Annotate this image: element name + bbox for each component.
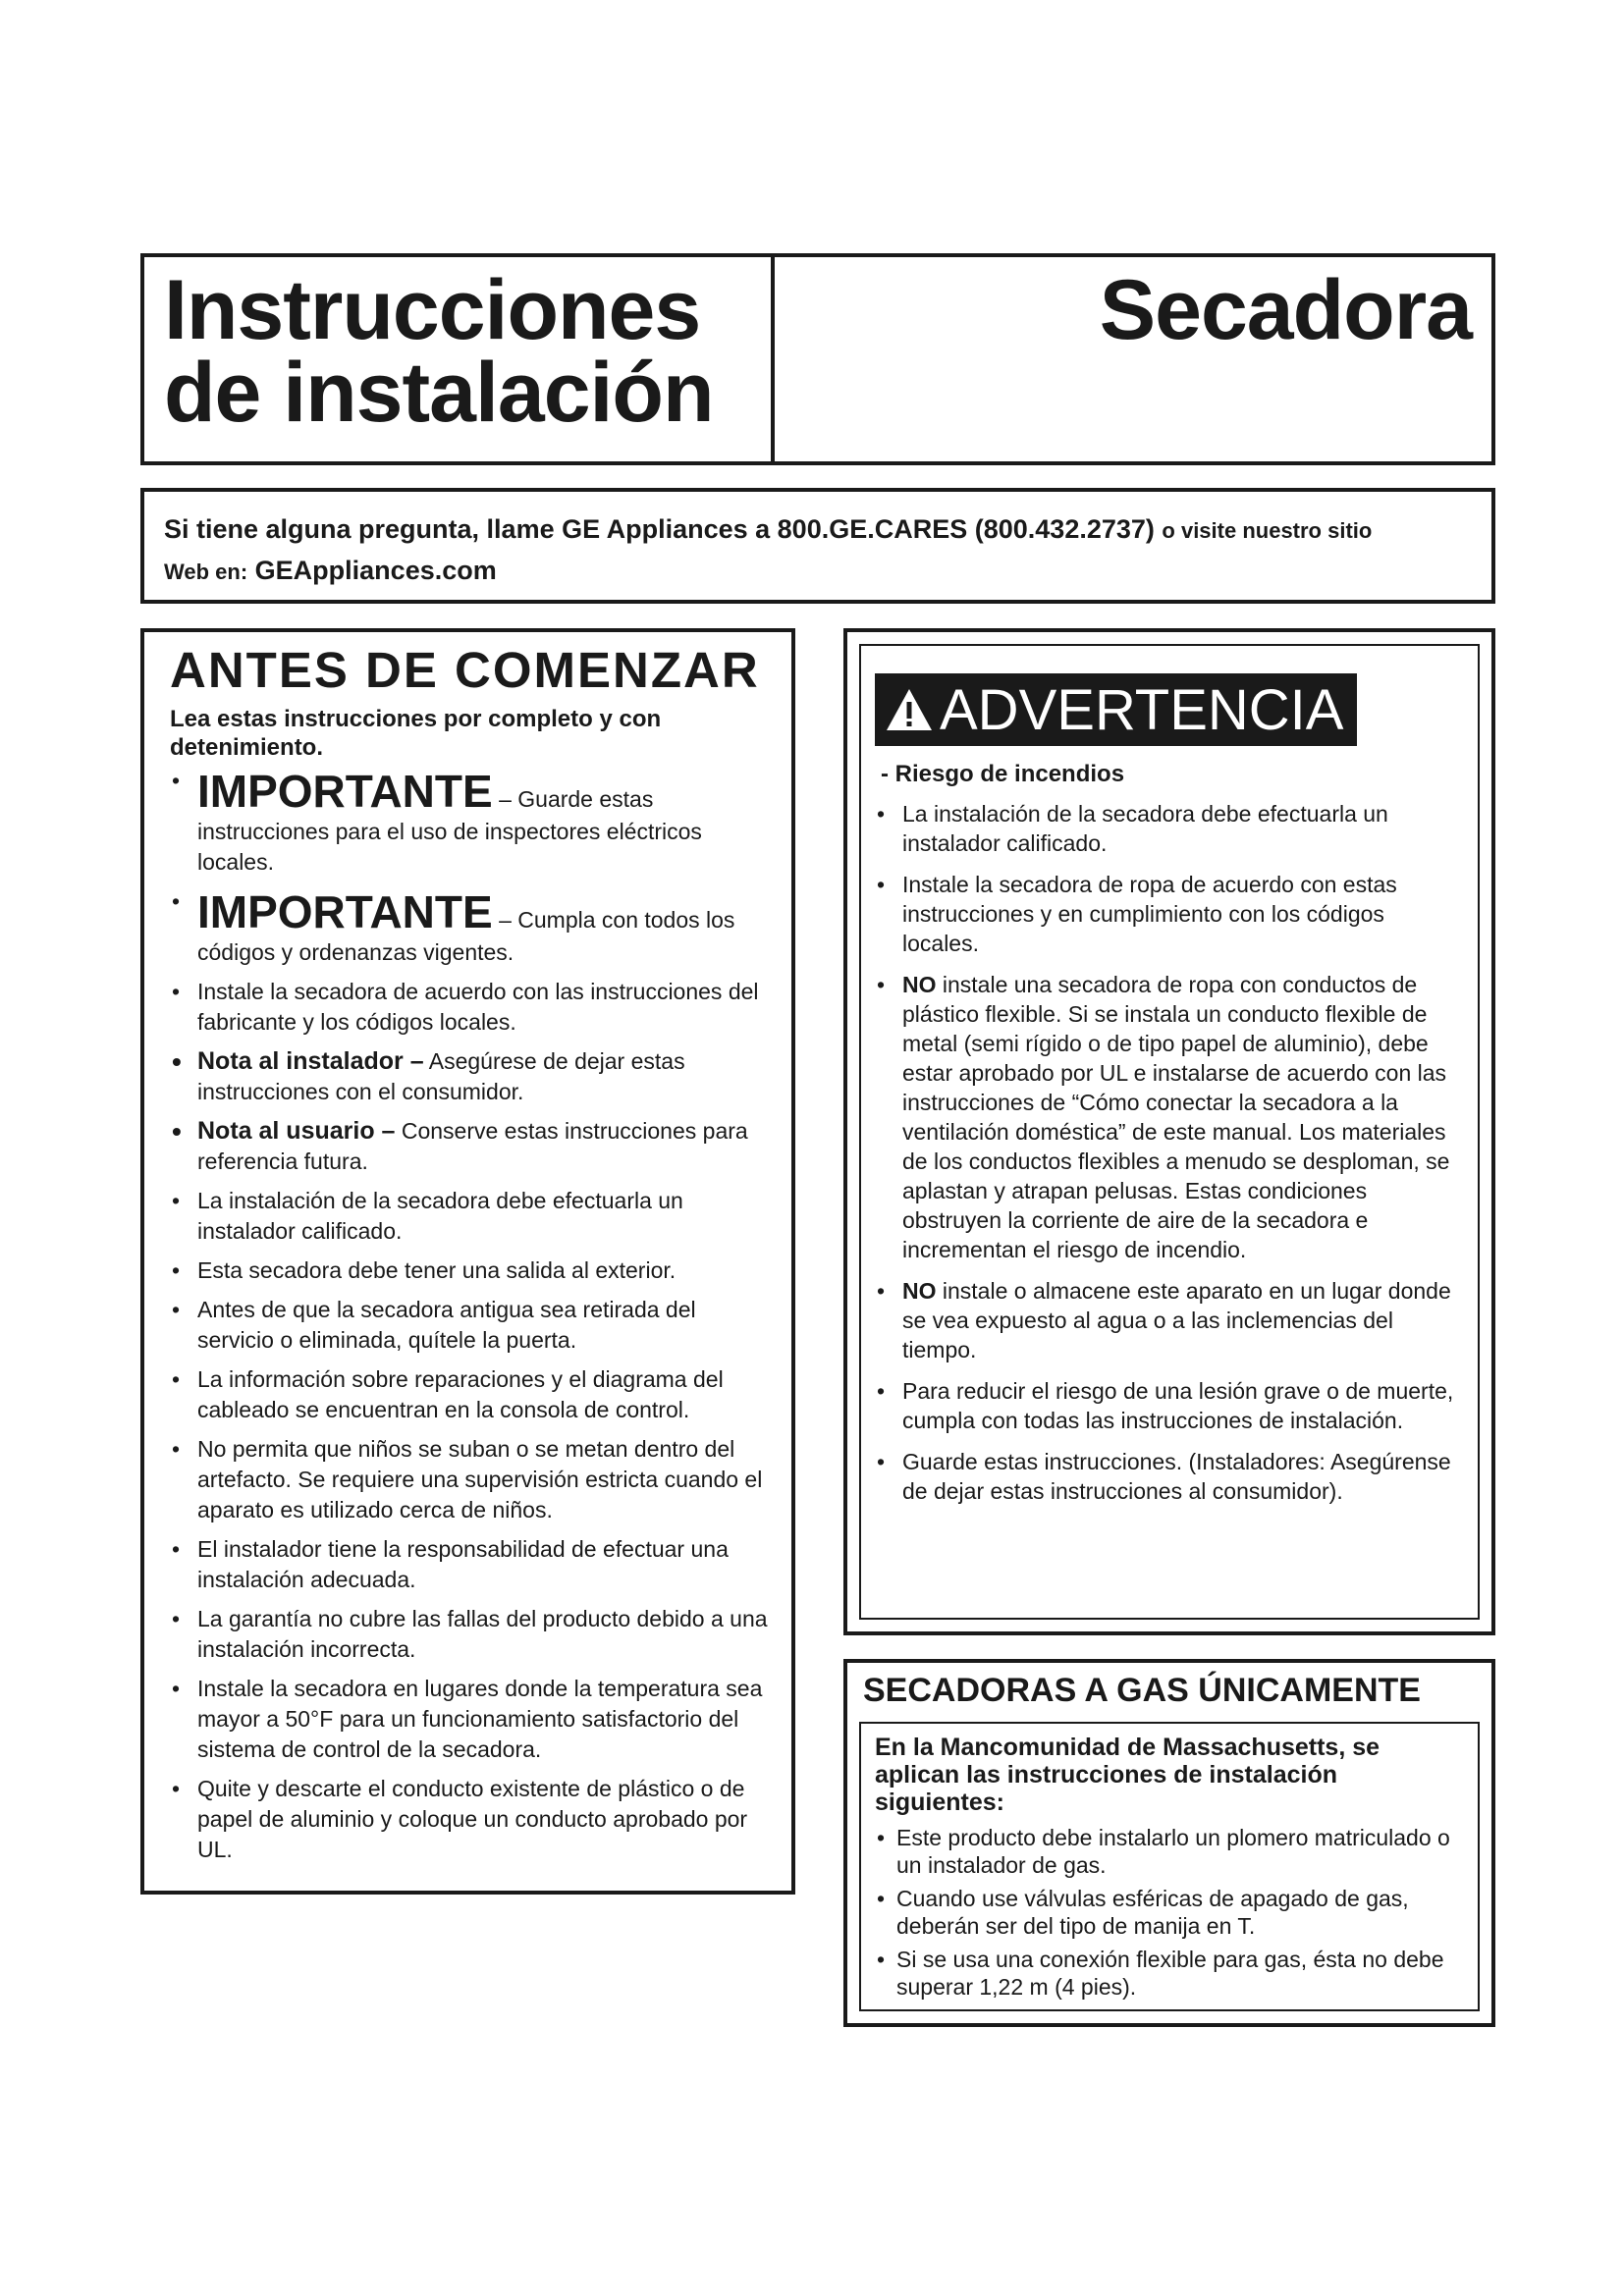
important-label: IMPORTANTE xyxy=(197,766,493,817)
document-title xyxy=(164,263,751,440)
note-label: Nota al instalador – xyxy=(197,1047,424,1075)
list-item-text: Quite y descarte el conducto existente de plástico o de papel de aluminio y coloque un conducto aprobado por UL. xyxy=(197,1776,748,1862)
list-item xyxy=(875,870,1464,958)
contact-line-2 xyxy=(164,551,1472,592)
warning-section xyxy=(843,628,1495,1635)
list-item-text: Esta secadora debe tener una salida al exterior. xyxy=(197,1257,677,1283)
list-item: • Si se usa una conexión flexible para gas, ésta no debe superar 1,22 m (4 pies). xyxy=(875,1946,1464,2001)
document-title-line1: Instrucciones xyxy=(164,263,701,357)
list-item-text: Conserve estas instrucciones para referencia futura. xyxy=(197,1118,748,1174)
list-item xyxy=(170,1116,778,1177)
list-item xyxy=(170,1534,778,1595)
contact-line-1 xyxy=(164,509,1472,551)
list-item-text: No permita que niños se suban o se metan dentro del artefacto. Se requiere una supervisión estricta cuando el aparato es utilizado cerca de niños. xyxy=(197,1436,763,1522)
gas-inner-frame xyxy=(859,1722,1480,2011)
list-item-text: El instalador tiene la responsabilidad de efectuar una instalación adecuada. xyxy=(197,1536,729,1592)
before-intro: Lea estas instrucciones por completo y con detenimiento. xyxy=(170,706,662,761)
gas-intro: En la Mancomunidad de Massachusetts, se aplican las instrucciones de instalación siguientes: xyxy=(875,1734,1380,1816)
document-title-line2: de instalación xyxy=(164,346,714,440)
list-item xyxy=(170,1186,778,1247)
list-item xyxy=(170,1774,778,1865)
list-item: • Este producto debe instalarlo un plomero matriculado o un instalador de gas. xyxy=(875,1824,1464,1879)
gas-dryers-section xyxy=(843,1659,1495,2027)
before-you-begin-section xyxy=(140,628,795,1895)
before-list xyxy=(170,766,778,1865)
gas-list xyxy=(875,1824,1464,2001)
list-item-text: instale una secadora de ropa con conductos de plástico flexible. Si se instala un conducto flexible de metal (semi rígido o de tipo papel de aluminio), debe estar aprobado por UL e instalarse de acuerdo con las instrucciones de “Cómo conectar la secadora a la ventilación doméstica” de este manual. Los materiales de los conductos flexibles a menudo se desploman, se aplastan y atrapan pelusas. Estas condiciones obstruyen la corriente de aire de la secadora e incrementan el riesgo de incendio. xyxy=(902,972,1450,1262)
before-section-title: ANTES DE COMENZAR xyxy=(170,642,760,698)
contact-box xyxy=(140,488,1495,604)
list-item-text: – Cumpla con todos los códigos y ordenanzas vigentes. xyxy=(197,907,735,965)
contact-web-label: Web en: xyxy=(164,560,248,584)
list-item-text: Instale la secadora de ropa de acuerdo con estas instrucciones y en cumplimiento con los códigos locales. xyxy=(902,872,1397,956)
product-name: Secadora xyxy=(1099,263,1472,357)
warning-banner xyxy=(875,673,1357,746)
list-item xyxy=(170,1364,778,1425)
list-item xyxy=(875,1276,1464,1364)
list-item-text: – Guarde estas instrucciones para el uso de inspectores eléctricos locales. xyxy=(197,786,702,875)
list-item xyxy=(170,1674,778,1765)
list-item xyxy=(170,1604,778,1665)
warning-banner-text: ADVERTENCIA xyxy=(940,677,1344,742)
list-item-text: Asegúrese de dejar estas instrucciones con el consumidor. xyxy=(197,1048,685,1104)
list-item-text: Instale la secadora en lugares donde la temperatura sea mayor a 50°F para un funcionamiento satisfactorio del sistema de control de la secadora. xyxy=(197,1676,763,1762)
warning-inner-frame xyxy=(859,644,1480,1620)
warning-triangle-icon xyxy=(885,687,934,732)
no-label: NO xyxy=(902,972,937,997)
list-item-text: Antes de que la secadora antigua sea retirada del servicio o eliminada, quítele la puerta. xyxy=(197,1297,696,1353)
list-item: • Cuando use válvulas esféricas de apagado de gas, deberán ser del tipo de manija en T. xyxy=(875,1885,1464,1940)
list-item-text: instale o almacene este aparato en un lugar donde se vea expuesto al agua o a las inclemencias del tiempo. xyxy=(902,1278,1451,1362)
list-item-text: Para reducir el riesgo de una lesión grave o de muerte, cumpla con todas las instrucciones de instalación. xyxy=(902,1378,1454,1433)
list-item xyxy=(875,799,1464,858)
important-label: IMPORTANTE xyxy=(197,886,493,937)
list-item xyxy=(170,1046,778,1107)
fire-risk-heading: - Riesgo de incendios xyxy=(881,761,1125,787)
list-item xyxy=(170,886,778,968)
list-item-text: La instalación de la secadora debe efectuarla un instalador calificado. xyxy=(902,801,1388,856)
list-item xyxy=(170,977,778,1038)
list-item xyxy=(875,1447,1464,1506)
title-panel xyxy=(144,257,775,461)
contact-phone-text: Si tiene alguna pregunta, llame GE Appliances a 800.GE.CARES (800.432.2737) xyxy=(164,514,1155,544)
list-item xyxy=(170,1434,778,1525)
list-item xyxy=(875,1376,1464,1435)
list-item xyxy=(170,1295,778,1356)
list-item xyxy=(170,766,778,878)
list-item-text: La garantía no cubre las fallas del producto debido a una instalación incorrecta. xyxy=(197,1606,768,1662)
warning-list xyxy=(875,799,1464,1506)
contact-website-link[interactable]: GEAppliances.com xyxy=(254,556,497,585)
note-label: Nota al usuario – xyxy=(197,1117,396,1145)
gas-section-title: SECADORAS A GAS ÚNICAMENTE xyxy=(863,1672,1421,1709)
title-header xyxy=(140,253,1495,465)
list-item xyxy=(875,970,1464,1264)
contact-visit-text: o visite nuestro sitio xyxy=(1162,518,1373,543)
list-item-text: Instale la secadora de acuerdo con las instrucciones del fabricante y los códigos locales. xyxy=(197,979,759,1035)
list-item-text: La instalación de la secadora debe efectuarla un instalador calificado. xyxy=(197,1188,683,1244)
no-label: NO xyxy=(902,1278,937,1304)
list-item-text: Guarde estas instrucciones. (Instaladores: Asegúrense de dejar estas instrucciones al consumidor). xyxy=(902,1449,1451,1504)
list-item-text: La información sobre reparaciones y el diagrama del cableado se encuentran en la consola de control. xyxy=(197,1366,724,1422)
product-panel xyxy=(775,257,1491,461)
list-item xyxy=(170,1255,778,1286)
